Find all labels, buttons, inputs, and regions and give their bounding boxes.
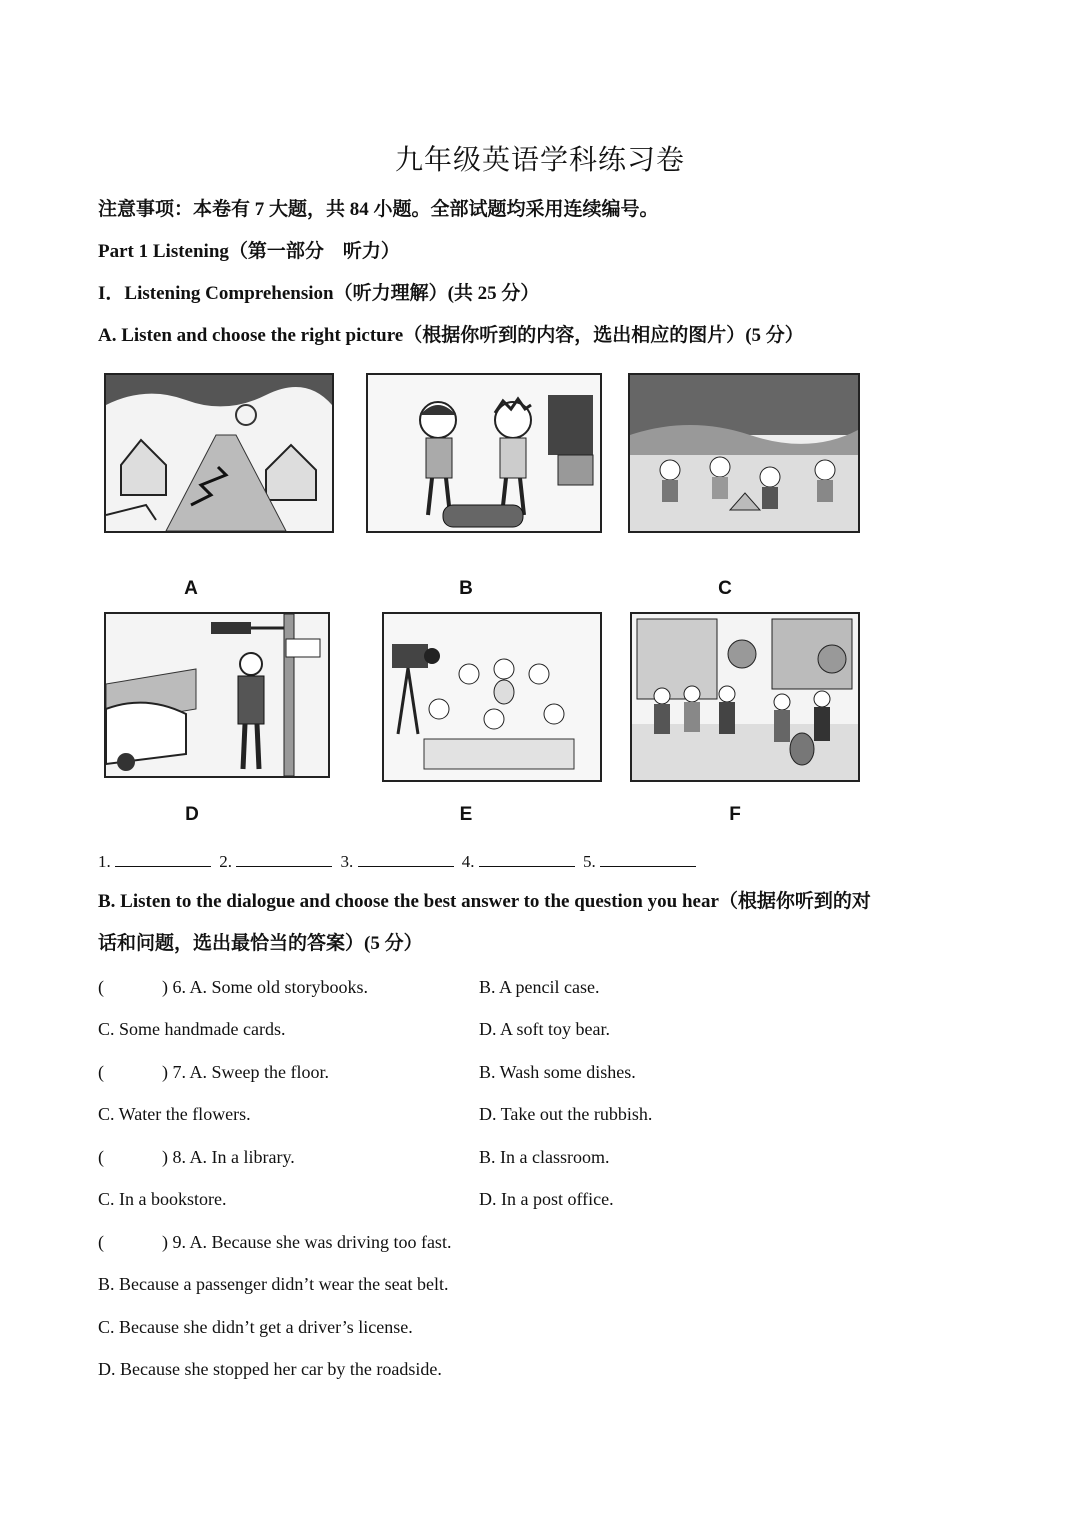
- section-heading: I．Listening Comprehension（听力理解）(共 25 分）: [98, 283, 540, 304]
- community-volunteers-illustration: [632, 614, 858, 780]
- part-heading: Part 1 Listening（第一部分 听力）: [98, 241, 400, 262]
- answer-blanks: [98, 848, 700, 875]
- picture-label-e: E: [459, 804, 473, 825]
- question-7-option-c: C. Water the flowers.: [98, 1104, 251, 1124]
- question-6-option-a: ( ) 6. A. Some old storybooks.: [98, 977, 369, 997]
- blank-1[interactable]: 1.: [98, 848, 211, 875]
- question-8-option-b: B. In a classroom.: [479, 1147, 610, 1167]
- question-7-option-a: ( ) 7. A. Sweep the floor.: [98, 1062, 329, 1082]
- question-7-option-d: D. Take out the rubbish.: [479, 1104, 653, 1124]
- picture-f: [630, 612, 860, 782]
- picture-label-b: B: [459, 578, 473, 599]
- picture-a: [104, 373, 334, 533]
- question-8-option-c: C. In a bookstore.: [98, 1189, 227, 1209]
- notice-text: 注意事项：本卷有 7 大题，共 84 小题。全部试题均采用连续编号。: [98, 199, 659, 220]
- question-9-option-d: D. Because she stopped her car by the roadside.: [98, 1359, 442, 1379]
- picture-d: [104, 612, 330, 778]
- picture-label-c: C: [718, 578, 732, 599]
- section-b-heading-line2: 话和问题，选出最恰当的答案）(5 分）: [98, 933, 423, 954]
- blank-5[interactable]: 5.: [583, 848, 696, 875]
- question-6-option-c: C. Some handmade cards.: [98, 1019, 286, 1039]
- section-a-heading: A. Listen and choose the right picture（根据你听到的内容，选出相应的图片）(5 分）: [98, 325, 804, 346]
- blank-2[interactable]: 2.: [219, 848, 332, 875]
- question-9-option-c: C. Because she didn’t get a driver’s license.: [98, 1317, 413, 1337]
- picture-label-a: A: [184, 578, 198, 599]
- blank-4[interactable]: 4.: [462, 848, 575, 875]
- picture-label-d: D: [185, 804, 199, 825]
- question-7-option-b: B. Wash some dishes.: [479, 1062, 636, 1082]
- page-title: 九年级英语学科练习卷: [394, 143, 685, 176]
- picture-c: [628, 373, 860, 533]
- question-9-option-b: B. Because a passenger didn’t wear the seat belt.: [98, 1274, 449, 1294]
- question-6-option-b: B. A pencil case.: [479, 977, 600, 997]
- question-8-option-a: ( ) 8. A. In a library.: [98, 1147, 295, 1167]
- picture-label-f: F: [729, 804, 741, 825]
- blank-3[interactable]: 3.: [341, 848, 454, 875]
- kids-arguing-illustration: [368, 375, 600, 531]
- lantern-making-illustration: [384, 614, 600, 780]
- picture-b: [366, 373, 602, 533]
- earthquake-illustration: [106, 375, 332, 531]
- man-street-illustration: [106, 614, 328, 776]
- polluted-beach-illustration: [630, 375, 858, 531]
- question-9-option-a: ( ) 9. A. Because she was driving too fast.: [98, 1232, 452, 1252]
- section-b-heading-line1: B. Listen to the dialogue and choose the best answer to the question you hear（根据你听到的对: [98, 891, 871, 912]
- question-8-option-d: D. In a post office.: [479, 1189, 614, 1209]
- picture-e: [382, 612, 602, 782]
- question-6-option-d: D. A soft toy bear.: [479, 1019, 610, 1039]
